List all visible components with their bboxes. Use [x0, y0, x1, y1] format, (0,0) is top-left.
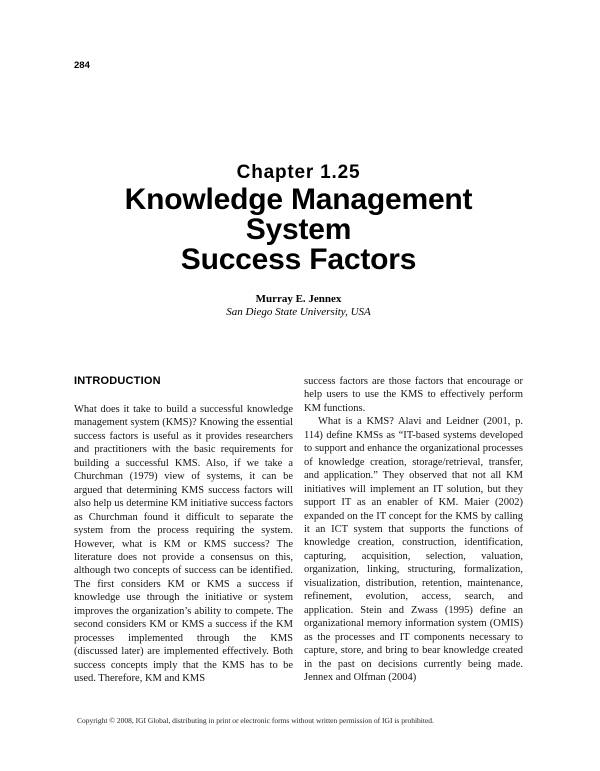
left-column-paragraph: What does it take to build a successful knowledge management system (KMS)? Knowing the essential success factors is useful as it provides researchers and practitioners with the basic requirements for building a successful KMS. Also, if we take a Churchman (1979) view of systems, it can be argued that determining KMS success factors will also help us determine KM initiative success factors as Churchman found it difficult to separate the system from the process requiring the system. However, what is KM or KMS success? The literature does not provide a consensus on this, although two concepts of success can be identified. The first considers KM or KMS a success if knowledge use through the initiative or system improves the organization’s ability to compete. The second considers KM or KMS a success if the KM processes implemented through the KMS (discussed later) are implemented effectively. Both success concepts imply that the KMS has to be used. Therefore, KM and KMS — [74, 404, 293, 685]
author-affiliation: San Diego State University, USA — [226, 306, 371, 318]
copyright-notice: Copyright © 2008, IGI Global, distributing in print or electronic forms without written permission of IGI is prohibited. — [77, 716, 434, 725]
chapter-label: Chapter 1.25 — [236, 162, 361, 183]
right-column — [304, 375, 523, 686]
right-column-second-paragraph: What is a KMS? Alavi and Leidner (2001, p. 114) define KMSs as “IT-based systems developed to support and enhance the organizational processes of knowledge creation, storage/retrieval, transfer, and application.” They observed that not all KM initiatives will implement an IT solution, but they support IT as an enabler of KM. Maier (2002) expanded on the IT concept for the KMS by calling it an ICT system that supports the functions of knowledge creation, construction, identification, capturing, acquisition, selection, valuation, organization, linking, structuring, formalization, visualization, distribution, retention, maintenance, refinement, evolution, access, search, and application. Stein and Zwass (1995) define an organizational memory information system (OMIS) as the processes and IT components necessary to capture, store, and bring to bear knowledge created in the past on decisions currently being made. Jennex and Olfman (2004) — [304, 416, 523, 683]
section-heading-introduction: INTRODUCTION — [74, 375, 161, 387]
chapter-title-line1: Knowledge Management System — [124, 183, 473, 246]
body-columns — [74, 375, 523, 686]
chapter-header — [74, 161, 523, 319]
author-name: Murray E. Jennex — [255, 293, 342, 305]
left-column — [74, 375, 293, 686]
chapter-title — [74, 185, 523, 275]
page-number: 284 — [74, 60, 90, 71]
right-column-continuation-paragraph: success factors are those factors that encourage or help users to use the KMS to effectively perform KM functions. — [304, 376, 523, 414]
chapter-title-line2: Success Factors — [180, 243, 417, 276]
